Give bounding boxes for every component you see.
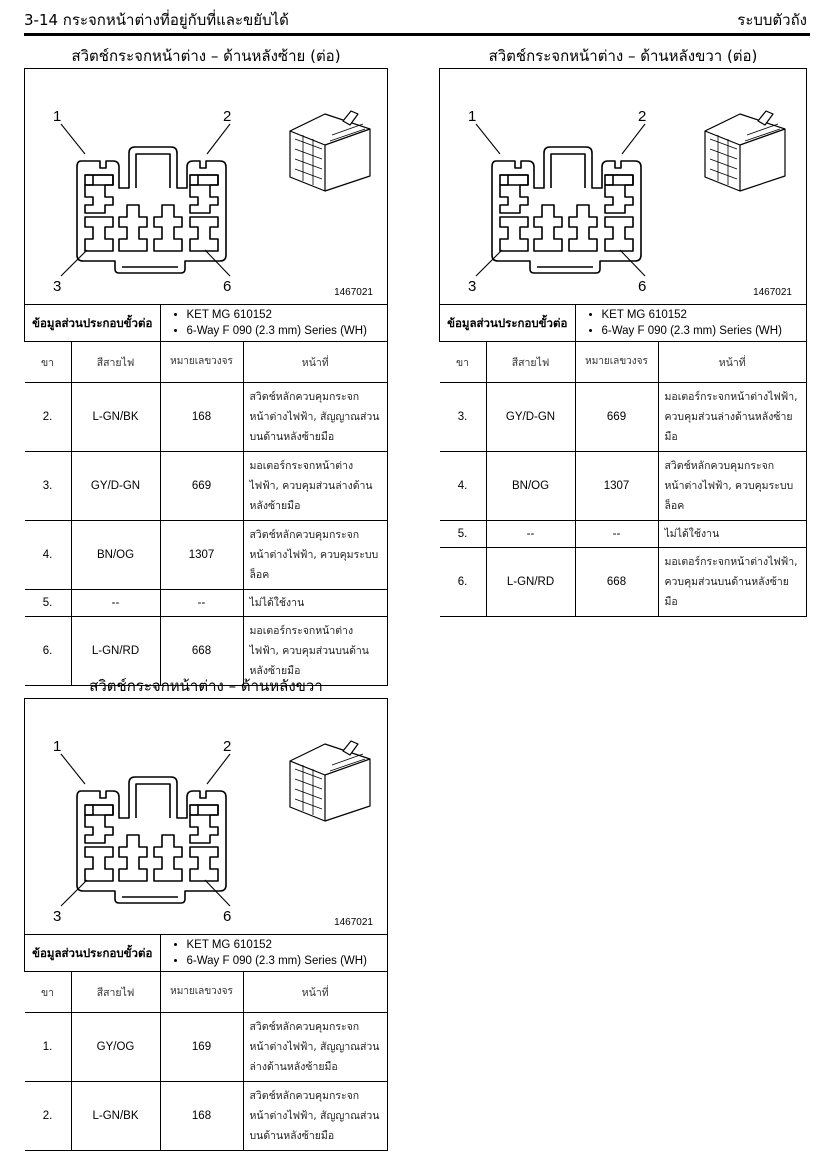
cell-color: BN/OG bbox=[486, 452, 575, 521]
cell-circuit: 1307 bbox=[160, 521, 243, 590]
cell-circuit: 1307 bbox=[575, 452, 658, 521]
cell-color: L-GN/BK bbox=[71, 1082, 160, 1151]
cell-function: สวิตช์หลักควบคุมกระจกหน้าต่างไฟฟ้า, ควบคุมระบบล็อค bbox=[658, 452, 807, 521]
pin-label-2: 2 bbox=[223, 108, 232, 125]
cell-color: -- bbox=[71, 590, 160, 617]
spec-items bbox=[160, 935, 388, 972]
connector-3d-icon bbox=[705, 111, 785, 191]
terminal-cavity bbox=[605, 217, 633, 251]
terminal-cavity bbox=[190, 847, 218, 881]
cell-function: มอเตอร์กระจกหน้าต่างไฟฟ้า, ควบคุมส่วนล่างด้านหลังซ้ายมือ bbox=[243, 452, 388, 521]
header-color: สีสายไฟ bbox=[71, 342, 160, 383]
cell-function: ไม่ได้ใช้งาน bbox=[243, 590, 388, 617]
pin-label-2: 2 bbox=[638, 108, 647, 125]
cell-color: -- bbox=[486, 521, 575, 548]
connector-table bbox=[24, 934, 388, 1151]
connector-diagram bbox=[25, 69, 387, 304]
cell-circuit: 168 bbox=[160, 1082, 243, 1151]
connector-figure bbox=[24, 698, 388, 934]
leader-line-1 bbox=[476, 124, 500, 154]
terminal-slot bbox=[85, 805, 113, 815]
pin-label-1: 1 bbox=[53, 738, 62, 755]
spec-item: • 6-Way F 090 (2.3 mm) Series (WH) bbox=[602, 323, 799, 339]
block-title: สวิตช์กระจกหน้าต่าง – ด้านหลังขวา (ต่อ) bbox=[488, 47, 758, 65]
terminal-slot bbox=[190, 805, 218, 815]
terminal-cavity bbox=[500, 217, 528, 251]
connector-face bbox=[77, 147, 226, 273]
block-title: สวิตช์กระจกหน้าต่าง – ด้านหลังซ้าย (ต่อ) bbox=[71, 47, 341, 65]
terminal-cavity bbox=[154, 205, 182, 251]
block-rear-left-cont bbox=[24, 44, 388, 686]
pin-label-1: 1 bbox=[468, 108, 477, 125]
leader-line-2 bbox=[622, 124, 645, 154]
terminal-cavity bbox=[119, 205, 147, 251]
header-function: หน้าที่ bbox=[243, 972, 388, 1013]
connector-body bbox=[77, 777, 226, 903]
cell-pin: 4. bbox=[440, 452, 487, 521]
cell-circuit: -- bbox=[160, 590, 243, 617]
terminal-cavity bbox=[190, 805, 218, 843]
block-title: สวิตช์กระจกหน้าต่าง – ด้านหลังขวา bbox=[89, 677, 323, 695]
table-row bbox=[25, 1013, 388, 1082]
spec-label: ข้อมูลส่วนประกอบขั้วต่อ bbox=[25, 935, 161, 972]
cell-color: L-GN/RD bbox=[71, 617, 160, 686]
figure-id: 1467021 bbox=[334, 287, 373, 298]
cell-color: GY/D-GN bbox=[486, 383, 575, 452]
cell-circuit: 669 bbox=[160, 452, 243, 521]
connector-face bbox=[492, 147, 641, 273]
terminal-slot bbox=[500, 175, 528, 185]
table-row bbox=[440, 383, 807, 452]
connector-figure bbox=[24, 68, 388, 304]
terminal-cavity bbox=[85, 175, 113, 213]
pin-label-3: 3 bbox=[468, 278, 477, 295]
connector-table bbox=[24, 304, 388, 686]
header-color: สีสายไฟ bbox=[71, 972, 160, 1013]
spec-items bbox=[160, 305, 388, 342]
connector-3d-icon bbox=[290, 111, 370, 191]
spec-item: • KET MG 610152 bbox=[187, 937, 380, 953]
spec-label: ข้อมูลส่วนประกอบขั้วต่อ bbox=[25, 305, 161, 342]
block-rear-right bbox=[24, 674, 388, 1151]
terminal-cavity bbox=[85, 217, 113, 251]
connector-latch bbox=[551, 154, 585, 188]
connector-3d-latch bbox=[758, 111, 773, 125]
connector-table bbox=[439, 304, 807, 617]
cell-pin: 5. bbox=[25, 590, 72, 617]
terminal-cavity bbox=[190, 217, 218, 251]
connector-latch bbox=[136, 154, 170, 188]
pin-label-6: 6 bbox=[638, 278, 647, 295]
cell-function: มอเตอร์กระจกหน้าต่างไฟฟ้า, ควบคุมส่วนบนด้านหลังซ้ายมือ bbox=[658, 548, 807, 617]
connector-figure bbox=[439, 68, 807, 304]
connector-3d-icon bbox=[290, 741, 370, 821]
spec-item: • KET MG 610152 bbox=[187, 307, 380, 323]
header-circuit: หมายเลขวงจร bbox=[160, 342, 243, 383]
cell-function: สวิตช์หลักควบคุมกระจกหน้าต่างไฟฟ้า, ควบคุมระบบล็อค bbox=[243, 521, 388, 590]
connector-diagram bbox=[25, 699, 387, 934]
connector-body bbox=[77, 147, 226, 273]
cell-function: สวิตช์หลักควบคุมกระจกหน้าต่างไฟฟ้า, สัญญาณส่วนล่างด้านหลังซ้ายมือ bbox=[243, 1013, 388, 1082]
cell-pin: 6. bbox=[25, 617, 72, 686]
cell-function: มอเตอร์กระจกหน้าต่างไฟฟ้า, ควบคุมส่วนบนด้านหลังซ้ายมือ bbox=[243, 617, 388, 686]
cell-color: GY/D-GN bbox=[71, 452, 160, 521]
leader-line-3 bbox=[61, 250, 87, 276]
cell-pin: 1. bbox=[25, 1013, 72, 1082]
terminal-cavity bbox=[85, 805, 113, 843]
header-function: หน้าที่ bbox=[658, 342, 807, 383]
leader-line-3 bbox=[476, 250, 502, 276]
terminal-slot bbox=[190, 175, 218, 185]
pin-label-6: 6 bbox=[223, 908, 232, 925]
terminal-cavity bbox=[154, 835, 182, 881]
cell-pin: 6. bbox=[440, 548, 487, 617]
terminal-slot bbox=[605, 175, 633, 185]
cell-circuit: 668 bbox=[160, 617, 243, 686]
terminal-cavity bbox=[119, 835, 147, 881]
pin-label-3: 3 bbox=[53, 908, 62, 925]
spec-item: • KET MG 610152 bbox=[602, 307, 799, 323]
header-color: สีสายไฟ bbox=[486, 342, 575, 383]
header-row bbox=[25, 342, 388, 383]
table-row bbox=[440, 521, 807, 548]
cell-pin: 3. bbox=[440, 383, 487, 452]
spec-row bbox=[25, 935, 388, 972]
pin-label-3: 3 bbox=[53, 278, 62, 295]
terminal-cavity bbox=[190, 175, 218, 213]
leader-line-1 bbox=[61, 124, 85, 154]
cell-circuit: 168 bbox=[160, 383, 243, 452]
table-row bbox=[440, 452, 807, 521]
block-rear-right-cont bbox=[439, 44, 807, 617]
header-circuit: หมายเลขวงจร bbox=[160, 972, 243, 1013]
spec-row bbox=[440, 305, 807, 342]
cell-pin: 2. bbox=[25, 383, 72, 452]
header-pin: ขา bbox=[25, 342, 72, 383]
leader-line-3 bbox=[61, 880, 87, 906]
cell-function: สวิตช์หลักควบคุมกระจกหน้าต่างไฟฟ้า, สัญญาณส่วนบนด้านหลังซ้ายมือ bbox=[243, 1082, 388, 1151]
cell-color: L-GN/BK bbox=[71, 383, 160, 452]
connector-3d-latch bbox=[343, 741, 358, 755]
spec-item: • 6-Way F 090 (2.3 mm) Series (WH) bbox=[187, 323, 380, 339]
cell-circuit: -- bbox=[575, 521, 658, 548]
header-pin: ขา bbox=[25, 972, 72, 1013]
figure-id: 1467021 bbox=[753, 287, 792, 298]
connector-face bbox=[77, 777, 226, 903]
spec-label: ข้อมูลส่วนประกอบขั้วต่อ bbox=[440, 305, 576, 342]
leader-line-1 bbox=[61, 754, 85, 784]
cell-function: สวิตช์หลักควบคุมกระจกหน้าต่างไฟฟ้า, สัญญาณส่วนบนด้านหลังซ้ายมือ bbox=[243, 383, 388, 452]
table-row bbox=[25, 383, 388, 452]
table-row bbox=[25, 521, 388, 590]
terminal-cavity bbox=[605, 175, 633, 213]
header-rule bbox=[24, 33, 810, 36]
connector-latch bbox=[136, 784, 170, 818]
header-function: หน้าที่ bbox=[243, 342, 388, 383]
header-pin: ขา bbox=[440, 342, 487, 383]
spec-items bbox=[575, 305, 807, 342]
terminal-cavity bbox=[500, 175, 528, 213]
table-row bbox=[25, 590, 388, 617]
cell-circuit: 668 bbox=[575, 548, 658, 617]
cell-pin: 3. bbox=[25, 452, 72, 521]
header-row bbox=[25, 972, 388, 1013]
terminal-cavity bbox=[534, 205, 562, 251]
connector-3d-latch bbox=[343, 111, 358, 125]
cell-function: มอเตอร์กระจกหน้าต่างไฟฟ้า, ควบคุมส่วนล่างด้านหลังซ้ายมือ bbox=[658, 383, 807, 452]
pin-label-1: 1 bbox=[53, 108, 62, 125]
cell-pin: 2. bbox=[25, 1082, 72, 1151]
leader-line-2 bbox=[207, 754, 230, 784]
page-header bbox=[24, 6, 807, 32]
header-circuit: หมายเลขวงจร bbox=[575, 342, 658, 383]
cell-color: GY/OG bbox=[71, 1013, 160, 1082]
table-row bbox=[25, 452, 388, 521]
cell-function: ไม่ได้ใช้งาน bbox=[658, 521, 807, 548]
leader-line-2 bbox=[207, 124, 230, 154]
terminal-cavity bbox=[85, 847, 113, 881]
connector-diagram bbox=[440, 69, 806, 304]
header-row bbox=[440, 342, 807, 383]
table-row bbox=[25, 1082, 388, 1151]
terminal-cavity bbox=[569, 205, 597, 251]
table-row bbox=[440, 548, 807, 617]
terminal-slot bbox=[85, 175, 113, 185]
pin-label-2: 2 bbox=[223, 738, 232, 755]
cell-pin: 5. bbox=[440, 521, 487, 548]
spec-row bbox=[25, 305, 388, 342]
figure-id: 1467021 bbox=[334, 917, 373, 928]
cell-pin: 4. bbox=[25, 521, 72, 590]
cell-circuit: 169 bbox=[160, 1013, 243, 1082]
pin-label-6: 6 bbox=[223, 278, 232, 295]
cell-circuit: 669 bbox=[575, 383, 658, 452]
spec-item: • 6-Way F 090 (2.3 mm) Series (WH) bbox=[187, 953, 380, 969]
connector-body bbox=[492, 147, 641, 273]
page-title: 3-14 กระจกหน้าต่างที่อยู่กับที่และขยับได้ bbox=[24, 11, 289, 29]
section-name: ระบบตัวถัง bbox=[737, 11, 807, 29]
cell-color: L-GN/RD bbox=[486, 548, 575, 617]
cell-color: BN/OG bbox=[71, 521, 160, 590]
